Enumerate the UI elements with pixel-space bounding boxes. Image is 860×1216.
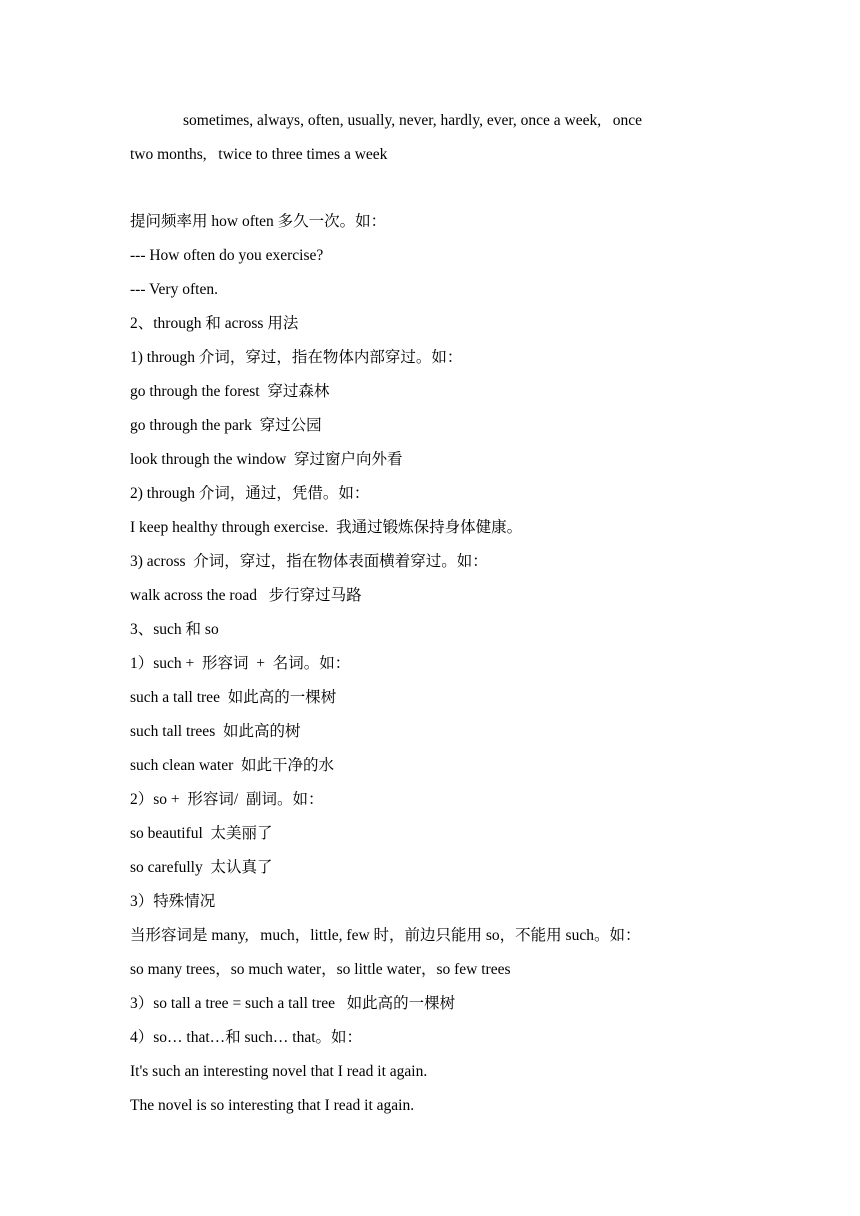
so-example-beautiful: so beautiful 太美丽了 — [130, 825, 273, 842]
such-that-example: It's such an interesting novel that I read it again. — [130, 1063, 428, 1080]
how-often-explanation: 提问频率用 how often 多久一次。如： — [130, 213, 387, 230]
such-rule: 1）such + 形容词 + 名词。如： — [130, 655, 351, 672]
so-that-such-that-rule: 4）so… that…和 such… that。如： — [130, 1029, 363, 1046]
frequency-words-line-2: two months, twice to three times a week — [130, 146, 388, 163]
so-that-example: The novel is so interesting that I read it again. — [130, 1097, 415, 1114]
such-example-tall-tree: such a tall tree 如此高的一棵树 — [130, 689, 337, 706]
paragraph-gap — [130, 172, 720, 205]
through-example-window: look through the window 穿过窗户向外看 — [130, 451, 403, 468]
so-rule: 2）so + 形容词/ 副词。如： — [130, 791, 324, 808]
frequency-words-line-1: sometimes, always, often, usually, never, hardly, ever, once a week, once — [183, 112, 642, 129]
such-example-tall-trees: such tall trees 如此高的树 — [130, 723, 301, 740]
across-rule: 3) across 介词，穿过，指在物体表面横着穿过。如： — [130, 553, 488, 570]
through-rule-2: 2) through 介词，通过，凭借。如： — [130, 485, 370, 502]
through-rule-1: 1) through 介词，穿过，指在物体内部穿过。如： — [130, 349, 463, 366]
special-case-heading: 3）特殊情况 — [130, 893, 216, 910]
across-example-road: walk across the road 步行穿过马路 — [130, 587, 362, 604]
section-heading-through-across: 2、through 和 across 用法 — [130, 315, 299, 332]
special-case-examples: so many trees，so much water，so little water，so few trees — [130, 961, 511, 978]
through-example-park: go through the park 穿过公园 — [130, 417, 322, 434]
so-such-equivalence: 3）so tall a tree = such a tall tree 如此高的一棵树 — [130, 995, 456, 1012]
so-example-carefully: so carefully 太认真了 — [130, 859, 273, 876]
document-body — [130, 104, 720, 1123]
example-answer: --- Very often. — [130, 281, 218, 298]
such-example-clean-water: such clean water 如此干净的水 — [130, 757, 335, 774]
special-case-rule: 当形容词是 many, much，little, few 时，前边只能用 so，不能用 such。如： — [130, 927, 641, 944]
example-question: --- How often do you exercise? — [130, 247, 324, 264]
through-example-forest: go through the forest 穿过森林 — [130, 383, 330, 400]
section-heading-such-so: 3、such 和 so — [130, 621, 219, 638]
through-example-exercise: I keep healthy through exercise. 我通过锻炼保持身体健康。 — [130, 519, 523, 536]
